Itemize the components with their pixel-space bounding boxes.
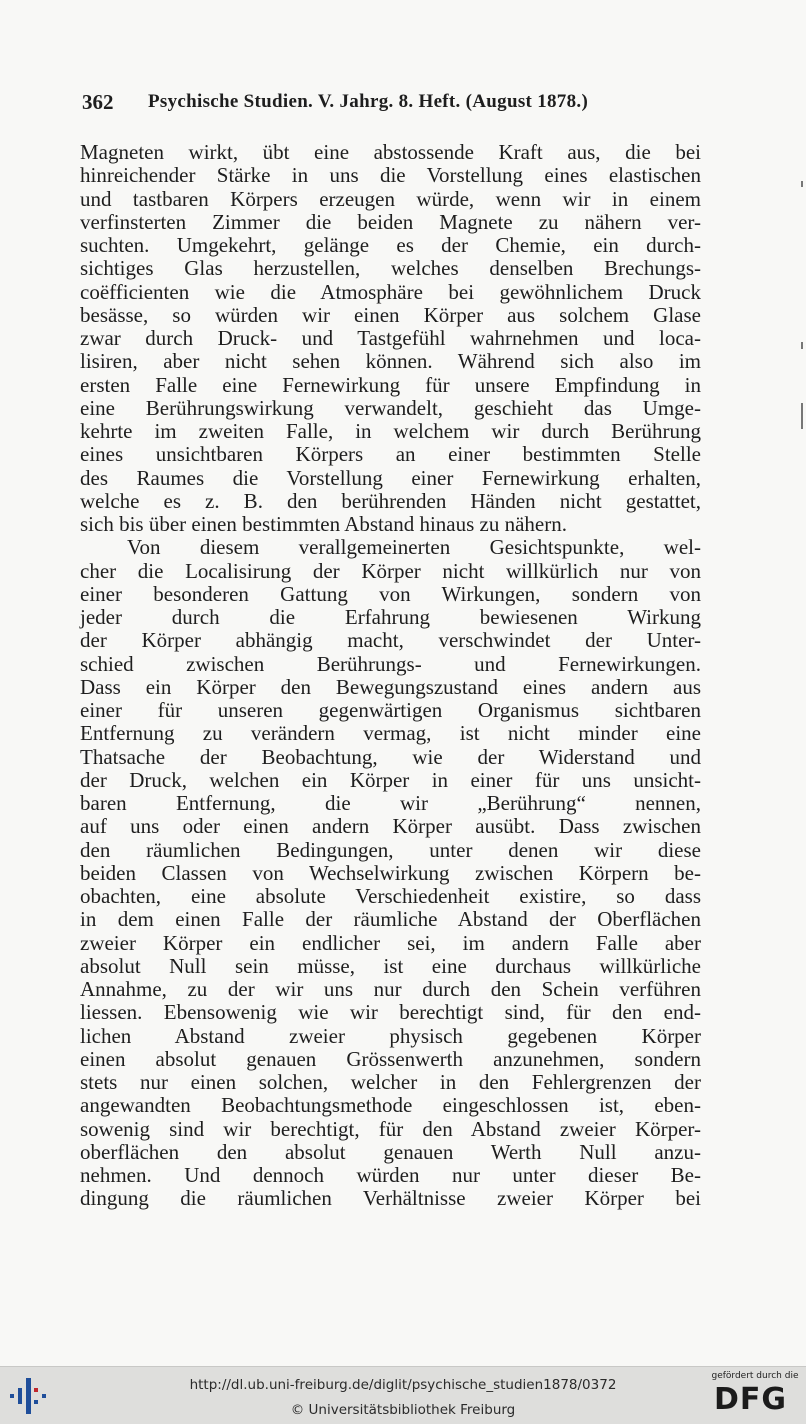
text-line: liessen. Ebensowenig wie wir berechtigt sind, für den end- [80, 1000, 701, 1025]
page-header [82, 90, 702, 118]
text-line: angewandten Beobachtungsmethode eingeschlossen ist, eben- [80, 1093, 701, 1118]
running-title: Psychische Studien. V. Jahrg. 8. Heft. (August 1878.) [148, 91, 589, 112]
text-line: eines unsichtbaren Körpers an einer bestimmten Stelle [80, 442, 701, 467]
text-line: Dass ein Körper den Bewegungszustand eines andern aus [80, 674, 701, 699]
text-line: Entfernung zu verändern vermag, ist nicht minder eine [80, 721, 701, 746]
text-line: zweier Körper ein endlicher sei, im andern Falle aber [80, 930, 701, 955]
text-line: des Raumes die Vorstellung einer Fernewirkung erhalten, [80, 465, 701, 490]
text-line: eine Berührungswirkung verwandelt, geschieht das Umge- [80, 395, 701, 420]
text-line: der Druck, welchen ein Körper in einer für uns unsicht- [80, 767, 701, 792]
text-line: ersten Falle eine Fernewirkung für unsere Empfindung in [80, 372, 701, 397]
text-line: sich bis über einen bestimmten Abstand hinaus zu nähern. [80, 512, 567, 536]
text-line: den räumlichen Bedingungen, unter denen wir diese [80, 837, 701, 862]
text-line: lichen Abstand zweier physisch gegebenen Körper [80, 1023, 701, 1048]
text-line: absolut Null sein müsse, ist eine durchaus willkürliche [80, 953, 701, 978]
text-line: in dem einen Falle der räumliche Abstand der Oberflächen [80, 907, 701, 932]
text-line: cher die Localisirung der Körper nicht willkürlich nur von [80, 558, 701, 583]
text-line: einer für unseren gegenwärtigen Organismus sichtbaren [80, 698, 701, 722]
text-line: stets nur einen solchen, welcher in den Fehlergrenzen der [80, 1070, 701, 1094]
dfg-logo [708, 1371, 802, 1419]
text-line: coëfficienten wie die Atmosphäre bei gewöhnlichem Druck [80, 279, 701, 304]
page-number: 362 [82, 90, 114, 114]
text-line: welche es z. B. den berührenden Händen nicht gestattet, [80, 488, 701, 513]
text-line: suchten. Umgekehrt, gelänge es der Chemie, ein durch- [80, 233, 701, 257]
text-line: oberflächen den absolut genauen Werth Null anzu- [80, 1139, 701, 1164]
library-logo-icon [8, 1376, 52, 1416]
text-line: Annahme, zu der wir uns nur durch den Schein verführen [80, 977, 701, 1001]
text-line: zwar durch Druck- und Tastgefühl wahrnehmen und loca- [80, 326, 701, 350]
text-line: jeder durch die Erfahrung bewiesenen Wirkung [80, 605, 701, 629]
text-line: baren Entfernung, die wir „Berührung“ nennen, [80, 791, 701, 815]
text-line: verfinsterten Zimmer die beiden Magnete zu nähern ver- [80, 209, 701, 234]
permalink-url[interactable]: http://dl.ub.uni-freiburg.de/diglit/psychische_studien1878/0372 [189, 1377, 617, 1393]
dfg-logo-text: DFG [714, 1382, 788, 1417]
text-line: obachten, eine absolute Verschiedenheit existire, so dass [80, 884, 701, 908]
margin-mark [801, 403, 803, 429]
copyright-notice: © Universitätsbibliothek Freiburg [290, 1402, 516, 1418]
text-line: auf uns oder einen andern Körper ausübt. Dass zwischen [80, 814, 701, 839]
text-line: nehmen. Und dennoch würden nur unter dieser Be- [80, 1163, 701, 1187]
text-line: sichtiges Glas herzustellen, welches denselben Brechungs- [80, 256, 701, 281]
text-line: hinreichender Stärke in uns die Vorstellung eines elastischen [80, 163, 701, 188]
footer-bar [0, 1366, 806, 1424]
text-line: besässe, so würden wir einen Körper aus solchem Glase [80, 302, 701, 327]
text-line: beiden Classen von Wechselwirkung zwischen Körpern be- [80, 860, 701, 885]
text-line: Thatsache der Beobachtung, wie der Widerstand und [80, 744, 701, 769]
text-line: lisiren, aber nicht sehen können. Während sich also im [80, 349, 701, 374]
text-line: Von diesem verallgemeinerten Gesichtspunkte, wel- [127, 535, 701, 560]
text-line: und tastbaren Körpers erzeugen würde, wenn wir in einem [80, 186, 701, 211]
margin-mark [801, 342, 803, 349]
text-line: einer besonderen Gattung von Wirkungen, sondern von [80, 581, 701, 606]
dfg-tagline: gefördert durch die [711, 1371, 799, 1381]
text-line: schied zwischen Berührungs- und Fernewirkungen. [80, 651, 701, 676]
text-line: Magneten wirkt, übt eine abstossende Kraft aus, die bei [80, 140, 701, 164]
text-line: sowenig sind wir berechtigt, für den Abstand zweier Körper- [80, 1116, 701, 1141]
text-line: kehrte im zweiten Falle, in welchem wir durch Berührung [80, 419, 701, 443]
text-line: dingung die räumlichen Verhältnisse zweier Körper bei [80, 1186, 701, 1211]
margin-mark [801, 181, 803, 187]
text-line: der Körper abhängig macht, verschwindet der Unter- [80, 628, 701, 653]
text-line: einen absolut genauen Grössenwerth anzunehmen, sondern [80, 1046, 701, 1071]
body-text [80, 141, 701, 1211]
